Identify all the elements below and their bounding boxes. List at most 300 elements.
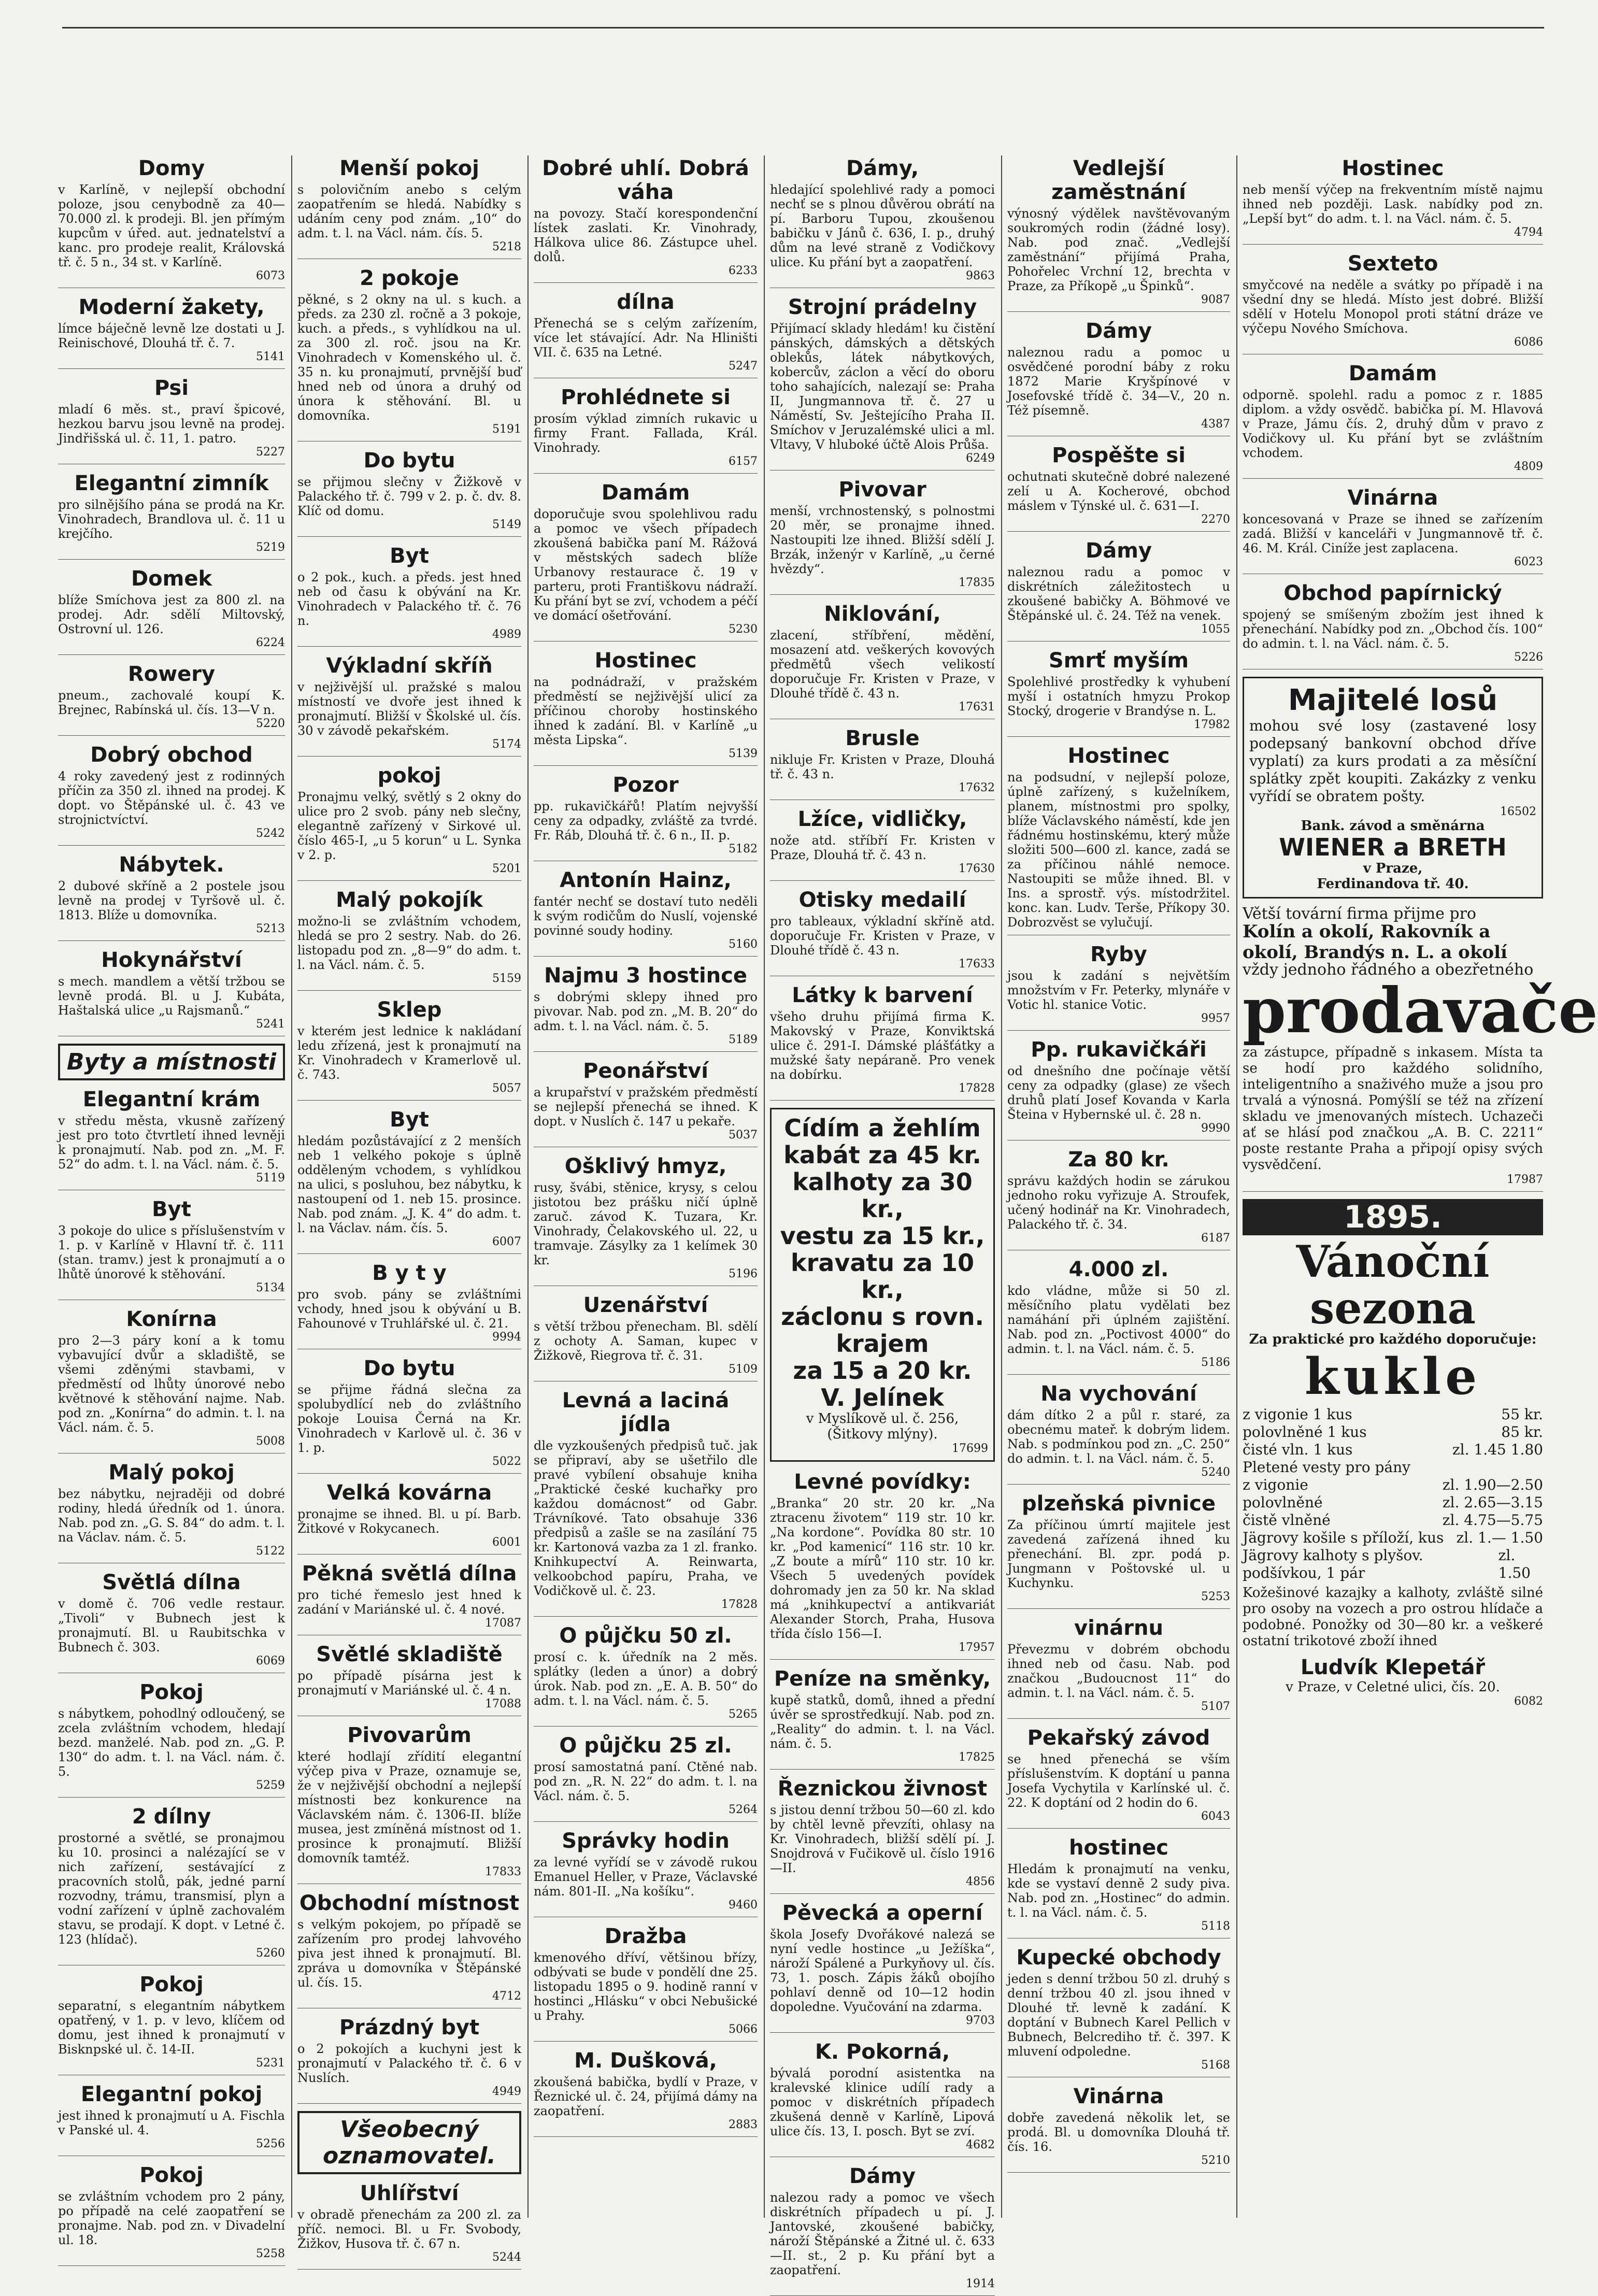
ad-body: bez nábytku, nejraději od dobré rodiny, hledá úředník od 1. února. Nab. pod zn. „G. S. 84“ do adm. t. l. na Václav. nám. č. 5. (58, 1487, 285, 1545)
classified-ad (297, 266, 521, 441)
classified-ad (1007, 2085, 1230, 2173)
price-value: zl. 1.— 1.50 (1456, 1529, 1543, 1546)
ad-body: pěkné, s 2 okny na ul. s kuch. a předs. za 230 zl. ročně a 3 pokoje, kuch. a předs., s vyhlídkou na ul. za 300 zl. roč. jsou na Kr. Vinohradech v Komenského ul. č. 35 n. ku pronajmutí, prvnější buď hned neb od února a druhý od února k stěhování. Bl. u domovníka. (297, 292, 521, 423)
classified-ad (297, 1643, 521, 1716)
ad-body: 3 pokoje do ulice s příslušenstvím v 1. p. v Karlíně v Hlavní tř. č. 111 (stan. tramv.) jest k pronajmutí a o lhůtě únorové k stěhování. (58, 1223, 285, 1281)
ad-heading: Pokoj (139, 1973, 204, 1996)
ad-heading: Na vychování (1040, 1382, 1197, 1406)
price-value: zl. 1.45 1.80 (1452, 1441, 1543, 1458)
classified-ad (1007, 1492, 1230, 1609)
ad-heading: Pěvecká a operní (782, 1901, 983, 1925)
lottery-city: v Praze, (1363, 861, 1423, 876)
ad-body: kupě statků, domů, ihned a přední úvěr se sprostředkují. Nab. pod zn. „Reality“ do admin. t. l. na Václ. nám. č. 5. (770, 1693, 995, 1751)
lottery-num: 16502 (1500, 805, 1536, 818)
ad-body: separatní, s elegantním nábytkem opatřený, v 1. p. v levo, klíčem od domu, jest ihned k pronajmutí v Bisknpské ul. č. 14-II. (58, 1999, 285, 2057)
ad-heading: Řeznickou živnost (777, 1777, 988, 1801)
ad-body: naleznou radu a pomoc v diskrétních záležitostech u zkoušené babičky A. Böhmové ve Štěpánské ul. č. 24. Též na venek. (1007, 565, 1230, 623)
price-value: 85 kr. (1501, 1423, 1543, 1441)
classified-ad (534, 1154, 758, 1286)
classified-ad (58, 1461, 285, 1563)
price-item: Jägrovy kalhoty s plyšov. podšívkou, 1 pár (1243, 1547, 1423, 1581)
price-value: zl. 4.75—5.75 (1442, 1511, 1543, 1529)
ad-number: 5118 (1201, 1920, 1230, 1933)
ad-body: prostorné a světlé, se pronajmou ku 10. prosinci a nalézající se v nich zařízení, sestávající z pracovních stolů, pák, jedné parní rozvodny, trámu, transmisí, plyn a vodní zařízení v úplně zachovalém stavu, se prodají. K dopt. v Letné č. 123 (hlídač). (58, 1831, 285, 1947)
ad-body: možno-li se zvláštním vchodem, hledá se pro 2 sestry. Nab. do 26. listopadu pod zn. „8—9“ do adm. t. l. na Václ. nám. č. 5. (297, 914, 521, 972)
ad-heading: M. Dušková, (574, 2049, 717, 2073)
ad-number: 5139 (729, 747, 758, 760)
ad-number: 5247 (729, 360, 758, 373)
ad-body: nože atd. stříbří Fr. Kristen v Praze, Dlouhá tř. č. 43 n. (770, 833, 995, 862)
ad-number: 5256 (256, 2137, 285, 2150)
ad-number: 9703 (966, 2014, 995, 2027)
classified-ad (58, 1805, 285, 1965)
ad-heading: Dámy (1086, 539, 1152, 563)
classified-ad (534, 868, 758, 957)
ad-number: 5160 (729, 938, 758, 951)
ad-heading: dílna (617, 290, 675, 314)
classified-ad (58, 295, 285, 369)
ad-body: za levné vyřídí se v závodě rukou Emanuel Heller, v Praze, Václavské nám. 801-II. „Na košíku“. (534, 1855, 758, 1899)
ad-heading: Obchodní místnost (299, 1891, 520, 1915)
ad-body: s větší tržbou přenecham. Bl. sdělí z ochoty A. Saman, kupec v Žižkově, Riegrova tř. č. 31. (534, 1319, 758, 1363)
ad-heading: Světlé skladiště (316, 1643, 503, 1666)
ad-heading: B y t y (372, 1261, 447, 1285)
season-address: v Praze, v Celetné ulici, čís. 20. (1286, 1679, 1500, 1695)
top-rule (62, 27, 1544, 28)
ad-heading: Sexteto (1347, 252, 1438, 276)
ad-number: 5141 (256, 350, 285, 363)
price-item: z vigonie 1 kus (1243, 1406, 1352, 1423)
ad-number: 5149 (492, 518, 521, 531)
ad-body: na povozy. Stačí korespondenční lístek zaslati. Kr. Vinohrady, Hálkova ulice 86. Zástupce uhel. dolů. (534, 206, 758, 264)
ad-heading: Domek (131, 567, 212, 591)
hire-regions: Kolín a okolí, Rakovník a okolí, Brandýs n. L. a okolí (1243, 921, 1507, 963)
classified-ad (534, 964, 758, 1052)
ad-heading: pokoj (377, 764, 441, 788)
ad-body: jest ihned k pronajmutí u A. Fischla v Panské ul. 4. (58, 2108, 285, 2137)
ad-number: 6023 (1514, 555, 1543, 568)
ad-heading: K. Pokorná, (815, 2040, 950, 2064)
ad-body: pro 2—3 páry koní a k tomu vybavující dvůr a skladiště, se všemi zděnými stavbami, v předměstí od lhůty únorové nebo květnové k stěhování najme. Nab. pod zn. „Konírna“ do admin. t. l. na Václ. nám. č. 5. (58, 1333, 285, 1435)
ad-number: 5259 (256, 1779, 285, 1792)
ad-number: 5264 (729, 1803, 758, 1816)
column-1 (53, 155, 290, 2260)
lottery-firm: Bank. závod a směnárna (1301, 818, 1485, 834)
ad-heading: Psi (154, 376, 189, 400)
classified-ad (770, 1470, 995, 1660)
ad-body: pronajme se ihned. Bl. u pí. Barb. Žitkové v Rokycanech. (297, 1507, 521, 1536)
ad-number: 5242 (256, 827, 285, 840)
promo-line: Cídím a žehlím (784, 1114, 981, 1142)
ad-number: 5210 (1201, 2154, 1230, 2167)
ad-body: škola Josefy Dvořákové nalezá se nyní vedle hostince „u Ježíška“, nároží Spálené a Purkyňovy ul. čís. 73, 1. posch. Zápis žáků obojího pohlaví denně od 10—12 hodin dopoledne. Vyučování na zdarma. (770, 1927, 995, 2014)
ad-number: 9460 (729, 1899, 758, 1912)
ad-heading: Levné povídky: (794, 1470, 971, 1494)
ad-number: 6233 (729, 264, 758, 277)
ad-body: mladí 6 měs. st., praví špicové, hezkou barvu jsou levně na prodej. Jindřišská ul. č. 11, 1. patro. (58, 402, 285, 446)
classified-ad (1243, 486, 1543, 574)
promo-line: za 15 a 20 kr. (793, 1357, 972, 1385)
ad-body: dám dítko 2 a půl r. staré, za obecnému mateř. k dobrým lidem. Nab. s podmínkou pod zn. „C. 250“ do admin. t. l. na Václ. nám. č. 5. (1007, 1408, 1230, 1466)
classified-ad (297, 1108, 521, 1254)
classified-ad (58, 743, 285, 846)
ad-number: 5213 (256, 922, 285, 935)
ad-heading: Menší pokoj (339, 156, 479, 180)
ad-body: které hodlají zřídití elegantní výčep piva v Praze, oznamuje se, že v nejživější obchodní a nejlepší místnosti bez konkurence na Václavském nám. č. 1306-II. blíže musea, jest zmíněná místnost od 1. prosince k pronajmutí. Bližší domovník tamtéž. (297, 1749, 521, 1865)
classified-ad (58, 1088, 285, 1190)
classified-ad (297, 1723, 521, 1884)
ad-body: 4 roky zavedený jest z rodinných příčin za 350 zl. ihned na prodej. K dopt. vo Štěpánské ul. č. 43 ve strojnictvíctví. (58, 769, 285, 827)
column-5 (1002, 155, 1235, 2218)
ad-body: s dobrými sklepy ihned pro pivovar. Nab. pod zn. „M. B. 20“ do adm. t. l. na Václ. nám. č. 5. (534, 990, 758, 1033)
ad-heading: Velká kovárna (326, 1481, 492, 1505)
ad-number: 6086 (1514, 336, 1543, 349)
notice-label: Všeobecný oznamovatel. (297, 2111, 521, 2174)
price-value: zl. 2.65—3.15 (1442, 1494, 1543, 1511)
ad-heading: Konírna (126, 1307, 217, 1331)
classified-ad (534, 773, 758, 861)
ad-number: 5134 (256, 1281, 285, 1294)
ad-number: 5122 (256, 1545, 285, 1558)
ad-heading: Pospěšte si (1052, 444, 1186, 467)
ad-number: 5258 (256, 2247, 285, 2260)
ad-body: „Branka“ 20 str. 20 kr. „Na ztracenu životem“ 119 str. 10 kr. „Na kordone“. Povídka 80 str. 10 kr. „Pod kamenicí“ 116 str. 10 kr. „Z boute a mírů“ 110 str. 10 kr. Všech 5 uvedených povídek dohromady jen za 50 kr. Na sklad má „knihkupectví a antikvariát Alexander Storch, Praha, Husova třída číslo 156—I. (770, 1496, 995, 1641)
promo-line: vestu za 15 kr., (780, 1222, 985, 1250)
price-value: zl. 1.90—2.50 (1442, 1476, 1543, 1493)
classified-ad (1243, 252, 1543, 354)
ad-heading: Antonín Hainz, (560, 868, 732, 892)
ad-number: 2270 (1201, 513, 1230, 526)
classified-ad (58, 2083, 285, 2156)
ad-number: 4794 (1514, 226, 1543, 239)
ad-body: pro tiché řemeslo jest hned k zadání v Mariánské ul. č. 4 nové. (297, 1588, 521, 1617)
ad-number: 5168 (1201, 2059, 1230, 2072)
ad-body: v Karlíně, v nejlepší obchodní poloze, jsou cenybodně za 40—70.000 zl. k prodeji. Bl. jen přímým kupcům v úřed. aut. jednatelství a kanc. pro prodeje realit, Královská tř. č. 5 n., 34 st. v Karlíně. (58, 182, 285, 269)
ad-number: 6007 (492, 1235, 521, 1248)
ad-number: 9087 (1201, 293, 1230, 306)
ad-number: 5253 (1201, 1590, 1230, 1603)
ad-heading: Moderní žakety, (78, 295, 265, 319)
ad-heading: Za 80 kr. (1068, 1148, 1169, 1172)
ad-body: menší, vrchnostenský, s polnostmi 20 měr, se pronajme ihned. Nastoupiti lze ihned. Bližší sdělí J. Brzák, inženýr v Karlíně, „u černé hvězdy“. (770, 504, 995, 576)
classified-ad (58, 1571, 285, 1673)
promo-num: 17699 (952, 1442, 988, 1455)
ad-number: 5220 (256, 717, 285, 730)
classified-ad (297, 156, 521, 259)
classified-ad (534, 2049, 758, 2137)
ad-heading: Elegantní krám (82, 1088, 261, 1111)
classified-ad (534, 156, 758, 283)
season-signature: Ludvík Klepetář (1300, 1656, 1486, 1679)
classified-ad (1007, 1946, 1230, 2077)
ad-heading: Obchod papírnický (1283, 581, 1502, 605)
season-extra: Kožešinové kazajky a kalhoty, zvláště silné pro osoby na vozech a pro ostrou hlídače a podobné. Ponožky od 30—80 kr. a veškeré ostatní trikotové zboží ihned (1243, 1585, 1543, 1649)
season-num: 6082 (1514, 1695, 1543, 1708)
classified-ad (297, 1891, 521, 2008)
ad-heading: Elegantní zimník (74, 472, 269, 495)
promo-line: V. Jelínek (821, 1384, 944, 1411)
ad-heading: Dámy (849, 2164, 916, 2188)
ad-heading: Hostinec (1342, 156, 1444, 180)
ad-number: 17982 (1194, 718, 1230, 731)
ad-body: odporně. spolehl. radu a pomoc z r. 1885 diplom. a vždy osvědč. babička pí. M. Hlavová v Praze, Jámu čís. 2, druhý dům v pravo z Vodičkovy ul. Ku přání byt se zvláštním vchodem. (1243, 388, 1543, 460)
classified-ad (297, 449, 521, 537)
classified-ad (1007, 1038, 1230, 1140)
ad-heading: Výkladní skříň (326, 654, 493, 678)
ad-body: límce báječně levně lze dostati u J. Reinischové, Dlouhá tř. č. 7. (58, 321, 285, 350)
ad-heading: Dobré uhlí. Dobrá váha (542, 156, 749, 204)
ad-number: 6069 (256, 1655, 285, 1667)
classified-ad (297, 764, 521, 881)
ad-number: 17633 (959, 958, 995, 971)
ad-body: jeden s denní tržbou 50 zl. druhý s denní tržbou 40 zl. jsou ihned v Dlouhé tř. levně k zadání. K doptání v Bubnech Karel Pellich v Bubnech, Belcrediho tř. č. 397. K mluvení odpoledne. (1007, 1972, 1230, 2059)
classified-ad (297, 2181, 521, 2270)
classified-ad (534, 290, 758, 378)
ad-number: 5037 (729, 1129, 758, 1142)
ad-number: 4712 (492, 1990, 521, 2003)
classified-ad (297, 654, 521, 757)
ad-body: hledám pozůstávající z 2 menších neb 1 velkého pokoje s úplně odděleným vchodem, s vyhlídkou na ulici, s posluhou, bez nábytku, k nastoupení od 1. neb 15. prosince. Nab. pod znám. „J. K. 4“ do adm. t. l. na Václav. nám. čís. 5. (297, 1134, 521, 1235)
classified-ad (770, 726, 995, 800)
ad-heading: Pokoj (139, 1680, 204, 1704)
price-item: z vigonie (1243, 1476, 1308, 1493)
ad-heading: Prohlédnete si (561, 386, 731, 409)
ad-body: prosím výklad zimních rukavic u firmy Frant. Fallada, Král. Vinohrady. (534, 411, 758, 455)
ad-heading: Byt (390, 1108, 429, 1132)
classified-ad (1243, 362, 1543, 479)
classified-ad (770, 295, 995, 470)
ad-body: fantér nechť se dostaví tuto neděli k svým rodičům do Nuslí, vojenské povinné soudy hodiny. (534, 894, 758, 938)
hire-num: 17987 (1507, 1173, 1543, 1186)
classified-ad (534, 1624, 758, 1727)
ad-body: pneum., zachovalé koupí K. Brejnec, Rabínská ul. čís. 13—V n. (58, 688, 285, 717)
ad-body: o 2 pok., kuch. a předs. jest hned neb od času k obývání na Kr. Vinohradech v Palackého tř. č. 76 n. (297, 570, 521, 628)
ad-heading: Elegantní pokoj (80, 2083, 263, 2106)
ad-number: 6073 (256, 269, 285, 282)
classified-ad (58, 1680, 285, 1798)
promo-line: kravatu za 10 kr., (791, 1249, 974, 1304)
ad-number: 5231 (256, 2057, 285, 2070)
column-6 (1237, 155, 1598, 2218)
ad-heading: Hostinec (594, 649, 697, 673)
classified-ad (58, 156, 285, 288)
ad-body: na podnádraží, v pražském předměstí se nejživější ulicí za příčinou choroby hostinského ihned k zadání. Bl. v Karlíně „u města Lipska“. (534, 675, 758, 747)
price-row (1243, 1529, 1543, 1547)
ad-body: hledající spolehlivé rady a pomoci nechť se s plnou důvěrou obrátí na pí. Barboru Tupou, zkoušenou babičku v Jánů č. 636, I. p., druhý dům na levé straně z Vodičkovy ulice. Ku přání byt a zaopatření. (770, 182, 995, 269)
price-row (1243, 1494, 1543, 1511)
ad-body: spojený se smíšeným zbožím jest ihned k přenechání. Nabídky pod zn. „Obchod čís. 100“ do admin. t. l. na Václ. nám. č. 5. (1243, 607, 1543, 651)
ad-body: prosí c. k. úředník na 2 měs. splátky (leden a únor) a dobrý úrok. Nab. pod zn. „E. A. B. 50“ do adm. t. l. na Václ. nám. č. 5. (534, 1650, 758, 1708)
section-label: Byty a místnosti (58, 1044, 285, 1080)
ad-number: 4809 (1514, 460, 1543, 473)
classified-ad (58, 567, 285, 655)
ad-number: 5107 (1201, 1700, 1230, 1713)
classified-ad (58, 1307, 285, 1453)
classified-ad (1007, 943, 1230, 1031)
ad-body: správu každých hodin se zárukou jednoho roku vyřizuje A. Stroufek, učený hodinář na Kr. Vinohradech, Palackého tř. č. 34. (1007, 1174, 1230, 1232)
ad-body: kmenového dříví, většinou břízy, odbývati se bude v pondělí dne 25. listopadu 1895 o 9. hodině ranní v hostinci „Hlásku“ v obci Nebušické u Prahy. (534, 1950, 758, 2023)
ad-heading: Dámy, (846, 156, 919, 180)
classified-ad (770, 156, 995, 288)
ad-number: 5186 (1201, 1356, 1230, 1369)
ad-heading: Vinárna (1347, 486, 1438, 510)
ad-number: 5119 (256, 1172, 285, 1185)
ad-heading: Dámy (1086, 319, 1152, 343)
ad-number: 5244 (492, 2251, 521, 2264)
ad-body: smyčcové na neděle a svátky po případě i na všední dny se hledá. Místo jest dobré. Bližší sdělí v Hotelu Monopol proti státní dráze ve výčepu Nového Smíchova. (1243, 278, 1543, 336)
classified-ad (534, 481, 758, 641)
ad-heading: Hostinec (1067, 744, 1170, 768)
classified-ad (297, 1357, 521, 1474)
ad-number: 5191 (492, 423, 521, 436)
ad-heading: hostinec (1069, 1836, 1168, 1860)
ad-heading: Pivovarům (347, 1723, 472, 1747)
ad-number: 17828 (721, 1598, 758, 1611)
price-row (1243, 1476, 1543, 1494)
ad-heading: Lžíce, vidličky, (797, 807, 967, 831)
price-row (1243, 1511, 1543, 1529)
ad-heading: plzeňská pivnice (1021, 1492, 1216, 1516)
ad-heading: Sklep (377, 998, 442, 1022)
ad-number: 17087 (485, 1617, 521, 1630)
ad-number: 5008 (256, 1435, 285, 1448)
classified-ad (58, 853, 285, 941)
classified-ad (58, 376, 285, 464)
ad-heading: Do bytu (363, 1357, 455, 1380)
hire-body: za zástupce, případně s inkasem. Místa ta se hodí pro každého solidního, inteligentního a snaživého muže a jsou pro trvalá a výnosná. Pomýšlí se též na zřízení skladu ve jmenovaných místech. Uchazeči ať se hlásí pod značkou „A. B. C. 2211“ poste restante Praha a připojí opisy svých vysvědčení. (1243, 1045, 1543, 1173)
classified-ad (1007, 1616, 1230, 1719)
ad-number: 17088 (485, 1698, 521, 1710)
ad-heading: Uhlířství (360, 2181, 459, 2205)
ad-heading: Najmu 3 hostince (544, 964, 747, 988)
ad-body: Hledám k pronajmutí na venku, kde se vystaví denně 2 sudy piva. Nab. pod zn. „Hostinec“ do admin. t. l. na Václ. nám. č. 5. (1007, 1862, 1230, 1920)
ad-number: 9990 (1201, 1122, 1230, 1135)
cleaning-promo (770, 1108, 995, 1462)
ad-body: pp. rukavičkářů! Platím nejvyšší ceny za odpadky, zvláště za tvrdé. Fr. Ráb, Dlouhá tř. č. 6 n., II. p. (534, 799, 758, 843)
ad-body: s polovičním anebo s celým zaopatřením se hledá. Nabídky s udáním ceny pod znám. „10“ do adm. t. l. na Václ. nám. čís. 5. (297, 182, 521, 240)
ad-body: se přijme řádná slečna za spolubydlící neb do zvláštního pokoje Louisa Černá na Kr. Vinohradech v Karlově ul. č. 36 v 1. p. (297, 1382, 521, 1455)
ad-body: Pronajmu velký, světlý s 2 okny do ulice pro 2 svob. pány neb slečny, elegantně zařízený v Sirkové ul. číslo 465-I, „u 5 korun“ u L. Synka v 2. p. (297, 790, 521, 862)
classified-ad (534, 1829, 758, 1917)
ad-number: 6157 (729, 455, 758, 468)
ad-body: jsou k zadání s největším množstvím v Fr. Peterky, mlynáře v Votic hl. stanice Votic. (1007, 968, 1230, 1012)
ad-number: 17835 (959, 576, 995, 589)
classified-ad (297, 1562, 521, 1635)
classified-ad (770, 888, 995, 976)
ad-number: 5066 (729, 2023, 758, 2036)
ad-heading: Ošklivý hmyz, (564, 1154, 727, 1178)
ad-body: zlacení, stříbření, mědění, mosazení atd. veškerých kovových předmětů všech velikostí doporučuje Fr. Kristen v Praze, v Dlouhé třídě č. 43 n. (770, 628, 995, 701)
ad-heading: 4.000 zl. (1068, 1258, 1169, 1281)
ad-number: 9863 (966, 269, 995, 282)
classified-ad (1007, 156, 1230, 312)
classified-ad (770, 1667, 995, 1770)
classified-ad (297, 888, 521, 991)
ad-heading: Pekařský závod (1027, 1726, 1210, 1750)
ad-body: v obradě přenechám za 200 zl. za příč. nemoci. Bl. u Fr. Svobody, Žižkov, Husova tř. č. 67 n. (297, 2207, 521, 2251)
ad-body: bývalá porodní asistentka na kralevské klinice udílí rady a pomoc v diskrétních případech zkušená denně v Karlíně, Lipová ulice čís. 13, I. posch. Byt se zví. (770, 2066, 995, 2138)
ad-number: 5218 (492, 240, 521, 253)
ad-body: nikluje Fr. Kristen v Praze, Dlouhá tř. č. 43 n. (770, 752, 995, 781)
ad-body: a krupařství v pražském předměstí se nejlepší přenechá se ihned. K dopt. v Nuslích č. 147 u pekaře. (534, 1085, 758, 1129)
classified-ad (1007, 1726, 1230, 1829)
classified-ad (770, 2164, 995, 2296)
ad-body: rusy, švábi, stěnice, krysy, s celou jistotou bez prášku ničí úplně zaruč. závod K. Tuzara, Kr. Vinohrady, Čelakovského ul. 22, u tramvaje. Zásylky za 1 kelímek 30 kr. (534, 1180, 758, 1267)
classified-ad (770, 1777, 995, 1894)
lottery-address: Ferdinandova tř. 40. (1317, 876, 1469, 892)
classified-ad (297, 544, 521, 647)
classified-ad (58, 662, 285, 736)
ad-body: na podsudní, v nejlepší poloze, úplně zařízený, s kuželníkem, planem, místnostmi pro spolky, blíže Václavského náměstí, kde jen řádnému hostinskému, který může složiti 500—600 zl. kance, zadá se za příčinou náhlé nemoce. Nastoupiti se může ihned. Bl. v Ins. a sprostř. výs. místodržitel. konc. kan. Ludv. Terše, Příkopy 30. Dobrozvěst se vylučují. (1007, 770, 1230, 930)
ad-number: 5230 (729, 623, 758, 636)
hire-mid: vždy jednoho řádného a obezřetného (1243, 961, 1534, 979)
classified-ad (58, 1197, 285, 1300)
ad-number: 17631 (959, 701, 995, 714)
promo-line: kabát za 45 kr. (783, 1141, 981, 1169)
ad-number: 6224 (256, 636, 285, 649)
classified-ad (770, 1901, 995, 2033)
ad-body: ochutnati skutečně dobré nalezené zelí u A. Kocherové, obchod máslem v Týnské ul. č. 631—I. (1007, 469, 1230, 513)
ad-heading: Damám (1348, 362, 1437, 386)
ad-body: s velkým pokojem, po případě se zařízením pro prodej lahvového piva jest ihned k pronajmutí. Bl. zpráva u domovníka v Štěpánské ul. čís. 15. (297, 1917, 521, 1990)
ad-number: 5057 (492, 1082, 521, 1095)
price-row (1243, 1406, 1543, 1423)
ad-body: kdo vládne, může si 50 zl. měsíčního platu vydělati bez namáhání při úplném zajištění. Nab. pod zn. „Poctivost 4000“ do admin. t. l. na Václ. nám. č. 5. (1007, 1284, 1230, 1356)
ad-number: 5240 (1201, 1466, 1230, 1479)
ad-heading: Peonářství (583, 1059, 708, 1083)
ad-number: 6187 (1201, 1232, 1230, 1245)
ad-heading: Dražba (604, 1924, 687, 1948)
season-title: Vánoční sezona (1296, 1236, 1490, 1334)
ad-number: 2883 (729, 2118, 758, 2131)
ad-heading: Damám (601, 481, 690, 505)
hire-big: prodavače (1243, 974, 1598, 1047)
price-item: čisté vln. 1 kus (1243, 1441, 1353, 1458)
ad-number: 4949 (492, 2085, 521, 2098)
ad-number: 4387 (1201, 418, 1230, 431)
classified-ad (1007, 539, 1230, 641)
ad-number: 17833 (485, 1865, 521, 1878)
lottery-name: WIENER a BRETH (1279, 833, 1507, 861)
season-sub: Za praktické pro každého doporučuje: (1249, 1332, 1537, 1347)
price-item: polovlněné (1243, 1494, 1323, 1511)
classified-ad (1007, 1836, 1230, 1938)
classified-ad (770, 983, 995, 1101)
ad-body: Přijímací sklady hledám! ku čistění pánských, dámských a dětských oblekůs, látek nábytkových, kobercův, záclon a věcí do oboru toho sahajících, nalezají se: Praha II, Jungmannova tř. č. 27 u Náměstí, Sv. Ještejícího Praha II. Smíchov v Jeruzalémské ulici a ml. Vltavy, V hluboké účtě Alois Průša. (770, 321, 995, 452)
classified-ad (770, 478, 995, 595)
price-item: polovlněné 1 kus (1243, 1423, 1367, 1441)
ad-number: 5109 (729, 1363, 758, 1376)
ad-body: naleznou radu a pomoc u osvědčené porodní báby z roku 1872 Marie Kryšpínové v Josefovské třídě č. 34—V., 20 n. Též písemně. (1007, 345, 1230, 418)
ad-number: 5182 (729, 843, 758, 855)
ad-body: výnosný výdělek navštěvovaným soukromých rodin (žádné losy). Nab. pod znač. „Vedlejší zaměstnání“ přijímá Praha, Pohořelec Vrchní 12, brechta v Praze, za Příkopě „u Špinků“. (1007, 206, 1230, 293)
promo-line: kalhoty za 30 kr., (792, 1168, 973, 1223)
ad-heading: Brusle (845, 726, 920, 750)
price-item: Pletené vesty pro pány (1243, 1459, 1410, 1476)
ad-number: 4682 (966, 2138, 995, 2151)
ad-heading: Hokynářství (101, 948, 242, 972)
classified-ad (534, 1924, 758, 2042)
column-4 (765, 155, 1000, 2290)
ad-number: 1914 (966, 2277, 995, 2290)
ad-heading: Světlá dílna (102, 1571, 241, 1594)
ad-heading: Uzenářství (583, 1293, 708, 1317)
ad-body: v kterém jest lednice k nakládaní ledu zřízená, jest k pronajmutí na Kr. Vinohradech v Kramerlově ul. č. 743. (297, 1024, 521, 1082)
ad-heading: Domy (138, 156, 205, 180)
ad-body: dle vyzkoušených předpisů tuč. jak se připraví, aby se ušetřilo dle pravé vybílení obsahuje kniha „Praktické české kuchařky pro každou domácnost“ od Gabr. Trávníkové. Tato obsahuje 336 předpisů a zašle se na zasílání 75 kr. Kartonová vazba za 1 zl. franko. Knihkupectví A. Reinwarta, velkoobchod papíru, Praha, ve Vodičkově ul. č. 23. (534, 1438, 758, 1598)
price-value: 55 kr. (1501, 1406, 1543, 1423)
classified-ad (297, 1481, 521, 1555)
